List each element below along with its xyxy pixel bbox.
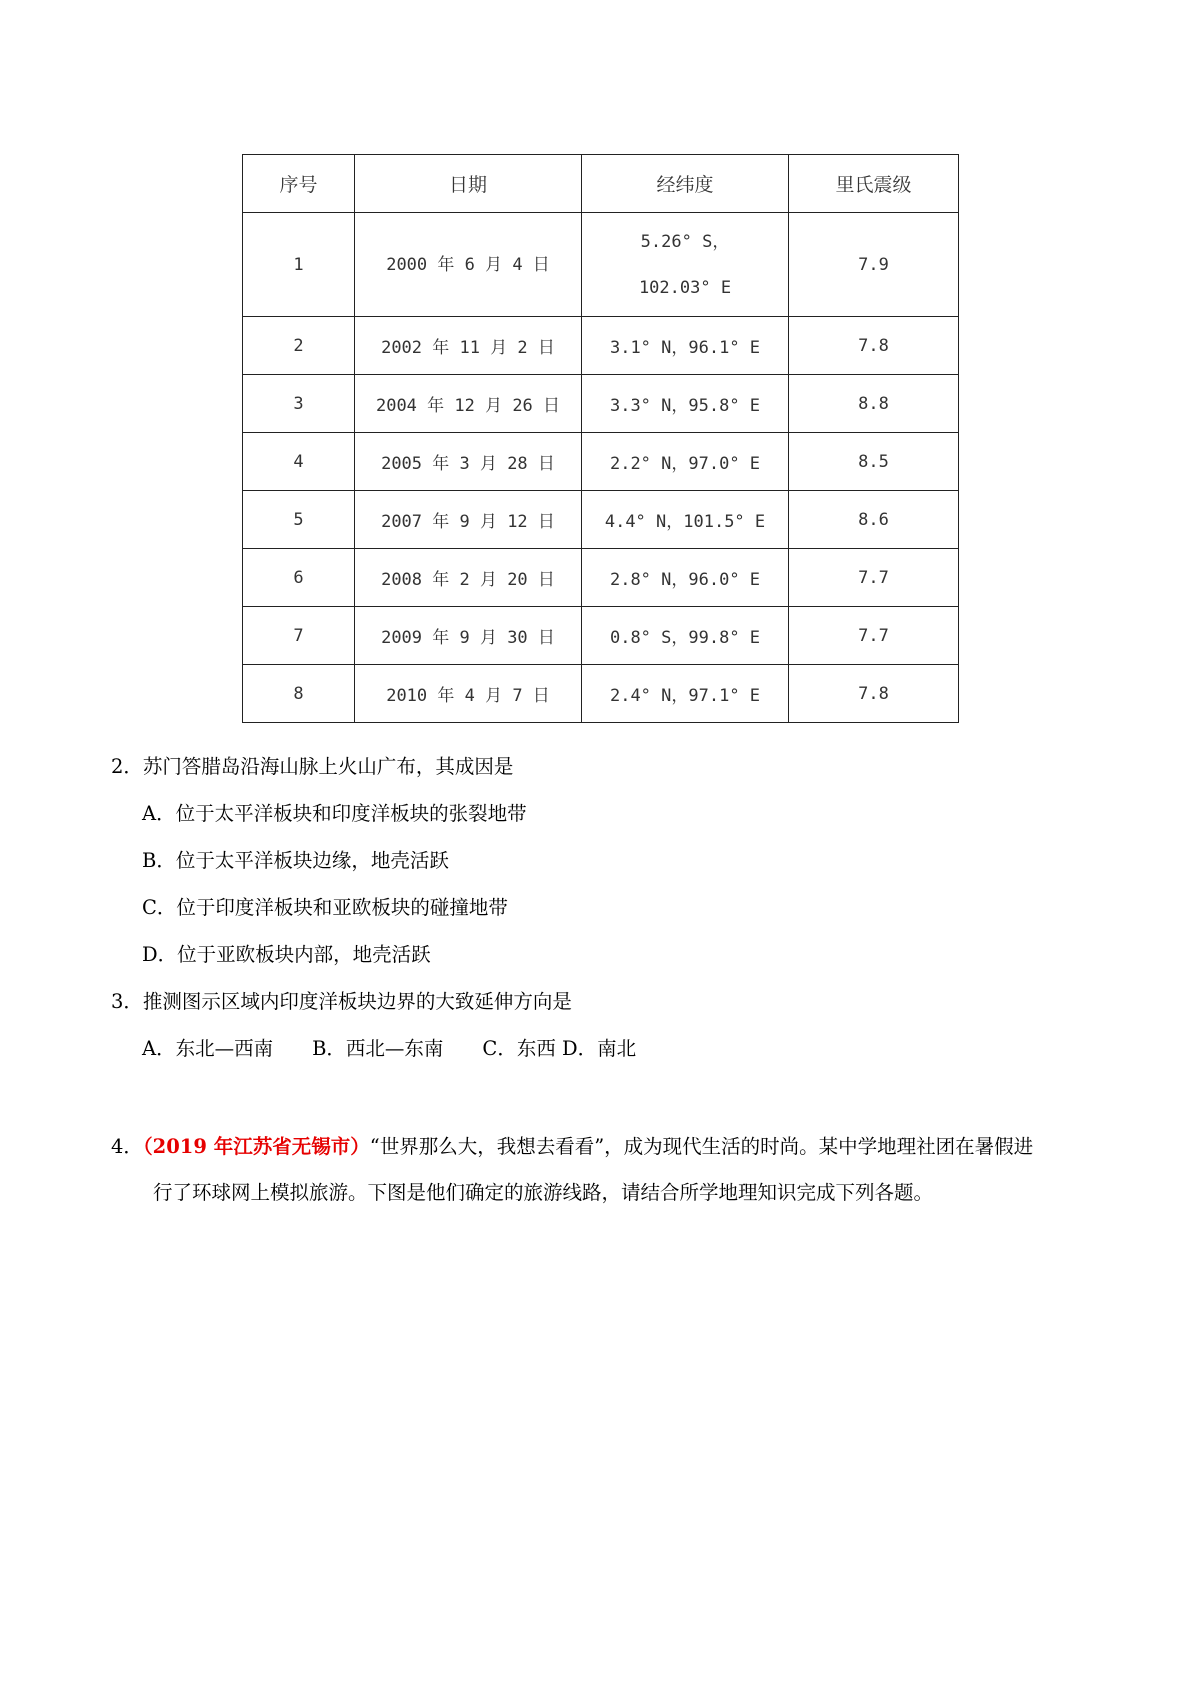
question-2-option-c: C．位于印度洋板块和亚欧板块的碰撞地带 [142,896,508,919]
table-row [243,665,959,723]
question-4-number: 4． [111,1135,143,1158]
cell-coord: 2.8° N，96.0° E [582,549,789,607]
cell-no: 8 [243,665,355,723]
cell-date: 2010 年 4 月 7 日 [355,665,582,723]
cell-date: 2005 年 3 月 28 日 [355,433,582,491]
cell-magnitude: 7.7 [789,607,959,665]
table-row [243,491,959,549]
cell-no: 2 [243,317,355,375]
coord-line-2: 102.03° E [638,277,732,298]
cell-coord [582,213,789,317]
question-4-line-1 [111,1135,1033,1159]
cell-no: 4 [243,433,355,491]
cell-coord: 3.3° N，95.8° E [582,375,789,433]
question-3-options: A．东北—西南 B．西北—东南 C．东西 D．南北 [142,1037,637,1060]
table-header-row [243,155,959,213]
question-2-stem: 2．苏门答腊岛沿海山脉上火山广布，其成因是 [111,755,514,778]
header-date: 日期 [355,155,582,213]
header-magnitude: 里氏震级 [789,155,959,213]
question-4-text-line-1: “世界那么大，我想去看看”，成为现代生活的时尚。某中学地理社团在暑假进 [369,1135,1034,1158]
cell-date: 2000 年 6 月 4 日 [355,213,582,317]
coord-line-1: 5.26° S， [640,231,730,252]
cell-date: 2007 年 9 月 12 日 [355,491,582,549]
cell-no: 1 [243,213,355,317]
cell-magnitude: 7.8 [789,317,959,375]
question-2-option-a: A．位于太平洋板块和印度洋板块的张裂地带 [142,802,527,825]
cell-magnitude: 8.5 [789,433,959,491]
cell-date: 2002 年 11 月 2 日 [355,317,582,375]
cell-coord: 2.4° N，97.1° E [582,665,789,723]
cell-magnitude: 8.8 [789,375,959,433]
question-4-source: （2019 年江苏省无锡市） [142,1135,370,1158]
cell-date: 2008 年 2 月 20 日 [355,549,582,607]
cell-no: 3 [243,375,355,433]
cell-date: 2004 年 12 月 26 日 [355,375,582,433]
header-no: 序号 [243,155,355,213]
table-row [243,549,959,607]
cell-coord: 3.1° N，96.1° E [582,317,789,375]
cell-no: 6 [243,549,355,607]
header-coord: 经纬度 [582,155,789,213]
table-row [243,607,959,665]
table-row [243,213,959,317]
cell-magnitude: 7.9 [789,213,959,317]
earthquake-table [242,154,959,723]
cell-coord: 0.8° S，99.8° E [582,607,789,665]
question-2-option-b: B．位于太平洋板块边缘，地壳活跃 [142,849,449,872]
cell-magnitude: 7.7 [789,549,959,607]
cell-coord: 4.4° N，101.5° E [582,491,789,549]
question-2-option-d: D．位于亚欧板块内部，地壳活跃 [142,943,431,966]
table-row [243,317,959,375]
cell-coord: 2.2° N，97.0° E [582,433,789,491]
cell-date: 2009 年 9 月 30 日 [355,607,582,665]
cell-magnitude: 8.6 [789,491,959,549]
cell-no: 7 [243,607,355,665]
table-row [243,433,959,491]
question-4-line-2: 行了环球网上模拟旅游。下图是他们确定的旅游线路，请结合所学地理知识完成下列各题。 [153,1181,934,1204]
cell-magnitude: 7.8 [789,665,959,723]
question-3-stem: 3．推测图示区域内印度洋板块边界的大致延伸方向是 [111,990,572,1013]
table-row [243,375,959,433]
cell-no: 5 [243,491,355,549]
